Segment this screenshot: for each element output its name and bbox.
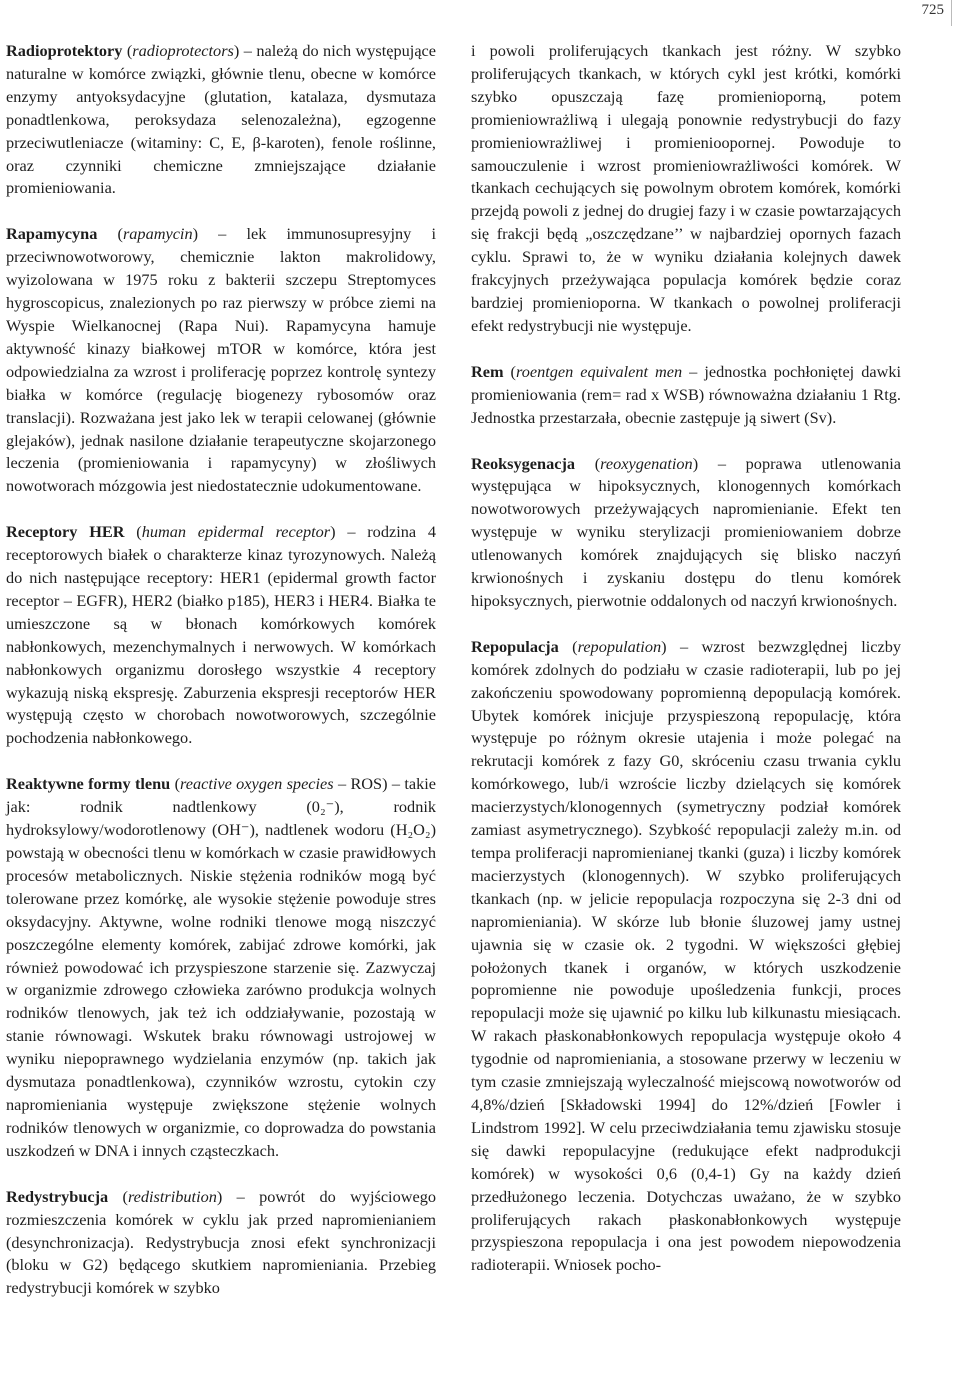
- entry-term: Redystrybucja: [6, 1186, 109, 1206]
- entry-english: rapamycin: [122, 224, 193, 244]
- entry-term: Rapamycyna: [6, 224, 98, 244]
- entry-close: ): [692, 453, 699, 473]
- entry-rapamycyna: [6, 223, 436, 498]
- entry-body: – lek immunosupresyjny i przeciwnowotworowy, chemicznie lakton makrolidowy, wyizolowana w 1975 roku z bakterii szczepu Streptomyces hygroscopicus, znalezionych po raz pierwszy w próbce ziemi na Wyspie Wielkanocnej (Rapa Nui). Rapamycyna hamuje aktywność kinazy białkowej mTOR w komórce, która jest odpowiedzialna za wzrost i proliferację poprzez kontrolę syntezy białka w komórce (regulację biogenezy rybosomów oraz translacji). Rozważana jest jako lek w terapii celowanej (głównie glejaków), jednak nasilone działanie terapeutyczne skojarzonego leczenia (promieniowania i rapamycyny) w złośliwych nowotworach mózgowia jest niedostatecznie udokumentowane.: [6, 224, 436, 496]
- entry-close: ) –: [233, 41, 252, 60]
- entry-close: ): [661, 636, 667, 656]
- entry-term: Rem: [471, 361, 504, 381]
- entry-body: i powoli proliferujących tkankach jest różny. W szybko proliferujących tkankach, w których cykl jest krótki, komórki szybko opuszczają fazę promienioporną, potem promieniowrażliwą i ulegają ponownie redystrybucji do fazy promieniowrażliwej i promienioopornej. Powoduje to samouczulenie i wzrost promieniowrażliwości komórek. W tkankach cechujących się powolnym obrotem komórek, komórki przejdą powoli z jednej do drugiej fazy i w czasie powtarzających się frakcji będą „oszczędzane’’ w najbardziej opornych fazach cyklu. Sprawi to, że w wyniku działania kolejnych dawek frakcyjnych przeżywająca populacja komórek będzie coraz bardziej promienioporna. W tkankach o powolnej proliferacji efekt redystrybucji nie występuje.: [471, 41, 901, 335]
- entry-open: (: [170, 774, 180, 794]
- entry-open: (: [503, 361, 516, 381]
- entry-english: radioprotectors: [132, 41, 234, 60]
- entry-term: Radioprotektory: [6, 41, 123, 60]
- entry-redystrybucja: [6, 1186, 436, 1301]
- right-column: [471, 40, 901, 1300]
- entry-english: redistribution: [127, 1186, 217, 1206]
- entry-term: Reoksygenacja: [471, 453, 576, 473]
- entry-close: – ROS): [333, 774, 388, 794]
- entry-body: należą do nich występujące naturalne w komórce związki, głównie tlenu, obecne w komórce enzymy antyoksydacyjne (glutation, katalaza, dysmutaza ponadtlenkowa, peroksydaza selenozależna), egzogenne przeciwutleniacze (witaminy: C, E, β-karoten), fenole roślinne, oraz czynniki chemiczne zmniejszające działanie promieniowania.: [6, 41, 437, 198]
- entry-receptory-her: [6, 521, 436, 750]
- entry-radioprotektory: [6, 40, 436, 200]
- left-column: [6, 40, 436, 1323]
- page-number: 725: [921, 2, 944, 18]
- entry-english: reactive oxygen species: [180, 774, 334, 794]
- entry-english: human epidermal receptor: [141, 522, 331, 542]
- entry-open: (: [124, 522, 142, 542]
- entry-body: – jednostka pochłoniętej dawki promieniowania (rem= rad x WSB) równoważna działaniu 1 Rtg. Jednostka przestarzała, obecnie zastępuje ją siwert (Sv).: [471, 361, 901, 427]
- entry-open: (: [122, 41, 133, 60]
- entry-close: ): [330, 522, 336, 542]
- entry-open: (: [108, 1186, 128, 1206]
- entry-repopulacja: [471, 636, 901, 1277]
- entry-english: roentgen equivalent men: [515, 361, 683, 381]
- entry-open: (: [558, 636, 578, 656]
- entry-body: – rodzina 4 receptorowych białek o charakterze kinaz tyrozynowych. Należą do nich następujące receptory: HER1 (epidermal growth factor receptor – EGFR), HER2 (białko p185), HER3 i HER4. Białka te umieszczone są w błonach komórkowych komórek nabłonkowych, mezenchymalnych i nerwowych. W komórkach nabłonkowych organizmu dorosłego wszystkie 4 receptory wykazują niską ekspresję. Zaburzenia ekspresji receptorów HER występują często w chorobach nowotworowych, szczególnie pochodzenia nabłonkowego.: [6, 522, 436, 748]
- entry-redystrybucja-continued: [471, 40, 901, 338]
- header-rule: [951, 0, 952, 26]
- entry-close: ): [192, 224, 199, 244]
- entry-term: Receptory HER: [6, 522, 125, 542]
- entry-term: Repopulacja: [471, 636, 559, 656]
- entry-rem: [471, 361, 901, 430]
- entry-english: repopulation: [577, 636, 662, 656]
- entry-open: (: [97, 224, 123, 244]
- entry-body: – takie jak: rodnik nadtlenkowy (0₂⁻), rodnik hydroksylowy/wodorotlenowy (OH⁻), nadtlenek wodoru (H₂O₂) powstają w obecności tlenu w komórkach w czasie prawidłowych procesów metabolicznych. Niskie stężenia rodników mogą być tolerowane przez komórkę, ale wysokie stężenie powoduje stres oksydacyjny. Aktywne, wolne rodniki tlenowe mogą niszczyć poszczególne elementy komórek, zabijać zdrowe komórki, jak również powodować ich przyspieszone starzenie się. Zazwyczaj w organizmie zdrowego człowieka zarówno produkcja wolnych rodników tlenowych, jak też ich oddziaływanie, pozostają w stanie równowagi. Wskutek braku równowagi ustrojowej w wyniku niepoprawnego wydzielania enzymów (np. takich jak dysmutaza ponadtlenkowa), czynników wzrostu, cytokin czy napromieniania występuje zwiększone stężenie wolnych rodników tlenowych w organizmie, co doprowadza do powstania uszkodzeń w DNA i innych cząsteczkach.: [6, 774, 436, 1160]
- entry-reaktywne-formy-tlenu: [6, 773, 436, 1162]
- entry-reoksygenacja: [471, 453, 901, 613]
- entry-body: – wzrost bezwzględnej liczby komórek zdolnych do podziału w czasie radioterapii, lub po jej zakończeniu spowodowany popromienną depopulacją komórek. Ubytek komórek inicjuje przyspieszoną repopulację, która występuje po różnym okresie utajenia i może polegać na rekrutacji komórek z fazy G0, skróceniu czasu trwania cyklu komórkowego, lub/i wzroście liczby dzielących się komórek macierzystych/klonogennych (symetryczny podział komórek zamiast asymetrycznego). Szybkość repopulacji zależy m.in. od tempa proliferacji napromienianej tkanki (guza) i liczby komórek macierzystych (klonogennych). W szybko proliferujących tkankach (np. w jelicie repopulacja rozpoczyna się 2-3 dni od napromieniania). W skórze lub błonie śluzowej jamy ustnej ujawnia się w czasie ok. 2 tygodni. W większości głębiej położonych tkanek i organów, w których uszkodzenie popromienne nie powoduje upośledzenia funkcji, proces repopulacji może się ujawnić po kilku lub kilkunastu miesiącach. W rakach płaskonabłonkowych repopulacja występuje około 4 tygodnie od napromieniania, a stosowane przerwy w leczeniu w tym czasie zmniejszają wyleczalność miejscową nowotworów od 4,8%/dzień [Składowski 1994] do 12%/dzień [Fowler i Lindstrom 1992]. W celu przeciwdziałania temu zjawisku stosuje się dawki repopulacyjne (redukujące efekt nadprodukcji komórek) w wysokości 0,6 (0,4-1) Gy na każdy dzień przedłużonego leczenia. Dotychczas uważano, że w szybko proliferujących rakach płaskonabłonkowych występuje przyspieszona repopulacja i ona jest powodem niepowodzenia radioterapii. Wniosek pocho-: [471, 636, 902, 1275]
- entry-body: – poprawa utlenowania występująca w hipoksycznych, klonogennych komórkach nowotworowych przeżywających napromienianie. Efekt ten występuje w wyniku sterylizacji promieniowaniem dobrze utlenowanych komórek znajdujących się blisko naczyń krwionośnych i zyskaniu dostępu do tlenu komórek hipoksycznych, pierwotnie oddalonych od naczyń krwionośnych.: [471, 453, 901, 610]
- entry-term: Reaktywne formy tlenu: [6, 774, 171, 794]
- entry-body: – powrót do wyjściowego rozmieszczenia komórek w cyklu jak przed napromienianiem (desynchronizacja). Redystrybucja znosi efekt synchronizacji (bloku w G2) będącego skutkiem napromieniania. Przebieg redystrybucji komórek w szybko: [6, 1186, 436, 1298]
- entry-open: (: [575, 453, 601, 473]
- entry-close: ): [216, 1186, 223, 1206]
- entry-english: reoxygenation: [600, 453, 693, 473]
